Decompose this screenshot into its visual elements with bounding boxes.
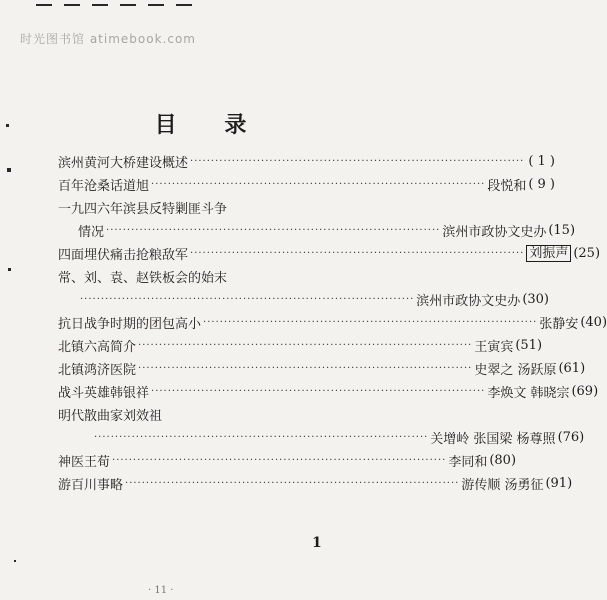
top-rule	[36, 4, 52, 6]
toc-entry-page: (15)	[548, 223, 576, 238]
toc-entry-title: 游百川事略	[58, 478, 124, 493]
toc-entry-title: 北镇六高简介	[58, 340, 137, 355]
toc-entry[interactable]	[58, 334, 543, 357]
watermark: 时光图书馆 atimebook.com	[20, 32, 196, 46]
leader-dots: ················································································	[125, 478, 460, 489]
toc-entry-title: 常、刘、袁、赵铁板会的始末	[58, 271, 228, 286]
toc-entry-title: 情况	[78, 225, 105, 240]
toc-entry-page: (61)	[558, 361, 586, 376]
scan-speck	[7, 168, 11, 172]
leader-dots: ················································································	[80, 294, 415, 305]
toc-entry-author: 刘振声	[526, 245, 571, 262]
toc-entry[interactable]	[58, 472, 573, 495]
toc-entry-page: (69)	[571, 384, 599, 399]
leader-dots: ················································································	[106, 225, 441, 236]
table-of-contents	[58, 150, 607, 495]
leader-dots: ················································································	[112, 455, 447, 466]
leader-dots: ················································································	[151, 386, 486, 397]
leader-dots: ················································································	[190, 248, 525, 259]
toc-entry-author: 段悦和	[487, 179, 527, 194]
top-rule	[92, 4, 108, 6]
top-rule	[176, 4, 192, 6]
toc-entry-title: 战斗英雄韩银祥	[58, 386, 150, 401]
toc-entry-page: (91)	[545, 476, 573, 491]
toc-entry[interactable]	[58, 426, 585, 449]
toc-entry-title: 四面埋伏痛击抢粮敌军	[58, 248, 189, 263]
toc-entry-author: 张静安	[539, 317, 579, 332]
toc-entry-author: 滨州市政协文史办	[416, 294, 521, 309]
toc-entry-author: 关增岭 张国梁 杨尊照	[430, 432, 556, 447]
toc-entry[interactable]	[58, 173, 556, 196]
page-title: 目 录	[154, 112, 267, 138]
toc-entry-page: (76)	[557, 430, 585, 445]
toc-entry[interactable]	[58, 288, 549, 311]
toc-entry[interactable]	[58, 403, 358, 426]
toc-entry-title: 神医王荀	[58, 455, 111, 470]
toc-entry[interactable]	[58, 196, 358, 219]
toc-entry-page: (80)	[489, 453, 517, 468]
toc-entry-page: (51)	[515, 338, 543, 353]
toc-entry-author: 王寅宾	[474, 340, 514, 355]
toc-entry-author: 游传顺 汤勇征	[461, 478, 544, 493]
page-number: 1	[312, 535, 322, 551]
top-rule	[148, 4, 164, 6]
toc-entry-title: 抗日战争时期的团包高小	[58, 317, 202, 332]
toc-entry-title: 明代散曲家刘效祖	[58, 409, 163, 424]
toc-entry-title: 北镇鸿济医院	[58, 363, 137, 378]
toc-entry[interactable]	[58, 311, 607, 334]
leader-dots: ················································································	[151, 179, 486, 190]
scan-speck	[14, 560, 16, 562]
toc-entry-author: 李同和	[448, 455, 488, 470]
toc-entry-page: (40)	[580, 315, 607, 330]
leader-dots: ················································································	[138, 363, 473, 374]
toc-entry-page: ( 1 )	[528, 154, 555, 169]
toc-entry[interactable]	[58, 265, 358, 288]
top-rule	[120, 4, 136, 6]
toc-entry-author: 滨州市政协文史办	[442, 225, 547, 240]
toc-entry-author: 史翠之 汤跃原	[474, 363, 557, 378]
toc-entry[interactable]	[58, 242, 601, 265]
toc-entry[interactable]	[58, 219, 576, 242]
leader-dots: ················································································	[94, 432, 429, 443]
leader-dots: ················································································	[138, 340, 473, 351]
toc-entry-title: 滨州黄河大桥建设概述	[58, 156, 189, 171]
toc-entry-title: 百年沧桑话道旭	[58, 179, 150, 194]
toc-entry[interactable]	[58, 449, 517, 472]
scan-speck	[8, 268, 11, 271]
toc-entry[interactable]	[58, 357, 586, 380]
toc-entry[interactable]	[58, 150, 555, 173]
top-rule	[64, 4, 80, 6]
leader-dots: ················································································	[203, 317, 538, 328]
toc-entry-page: (30)	[522, 292, 549, 307]
toc-entry-title: 一九四六年滨县反特剿匪斗争	[58, 202, 228, 217]
toc-entry-page: (25)	[573, 246, 601, 261]
leader-dots: ················································································	[190, 156, 525, 167]
bottom-text: · 11 ·	[148, 585, 174, 596]
toc-entry-author: 李焕文 韩晓宗	[487, 386, 570, 401]
toc-entry[interactable]	[58, 380, 599, 403]
toc-entry-page: ( 9 )	[528, 177, 556, 192]
scan-speck	[6, 124, 9, 127]
